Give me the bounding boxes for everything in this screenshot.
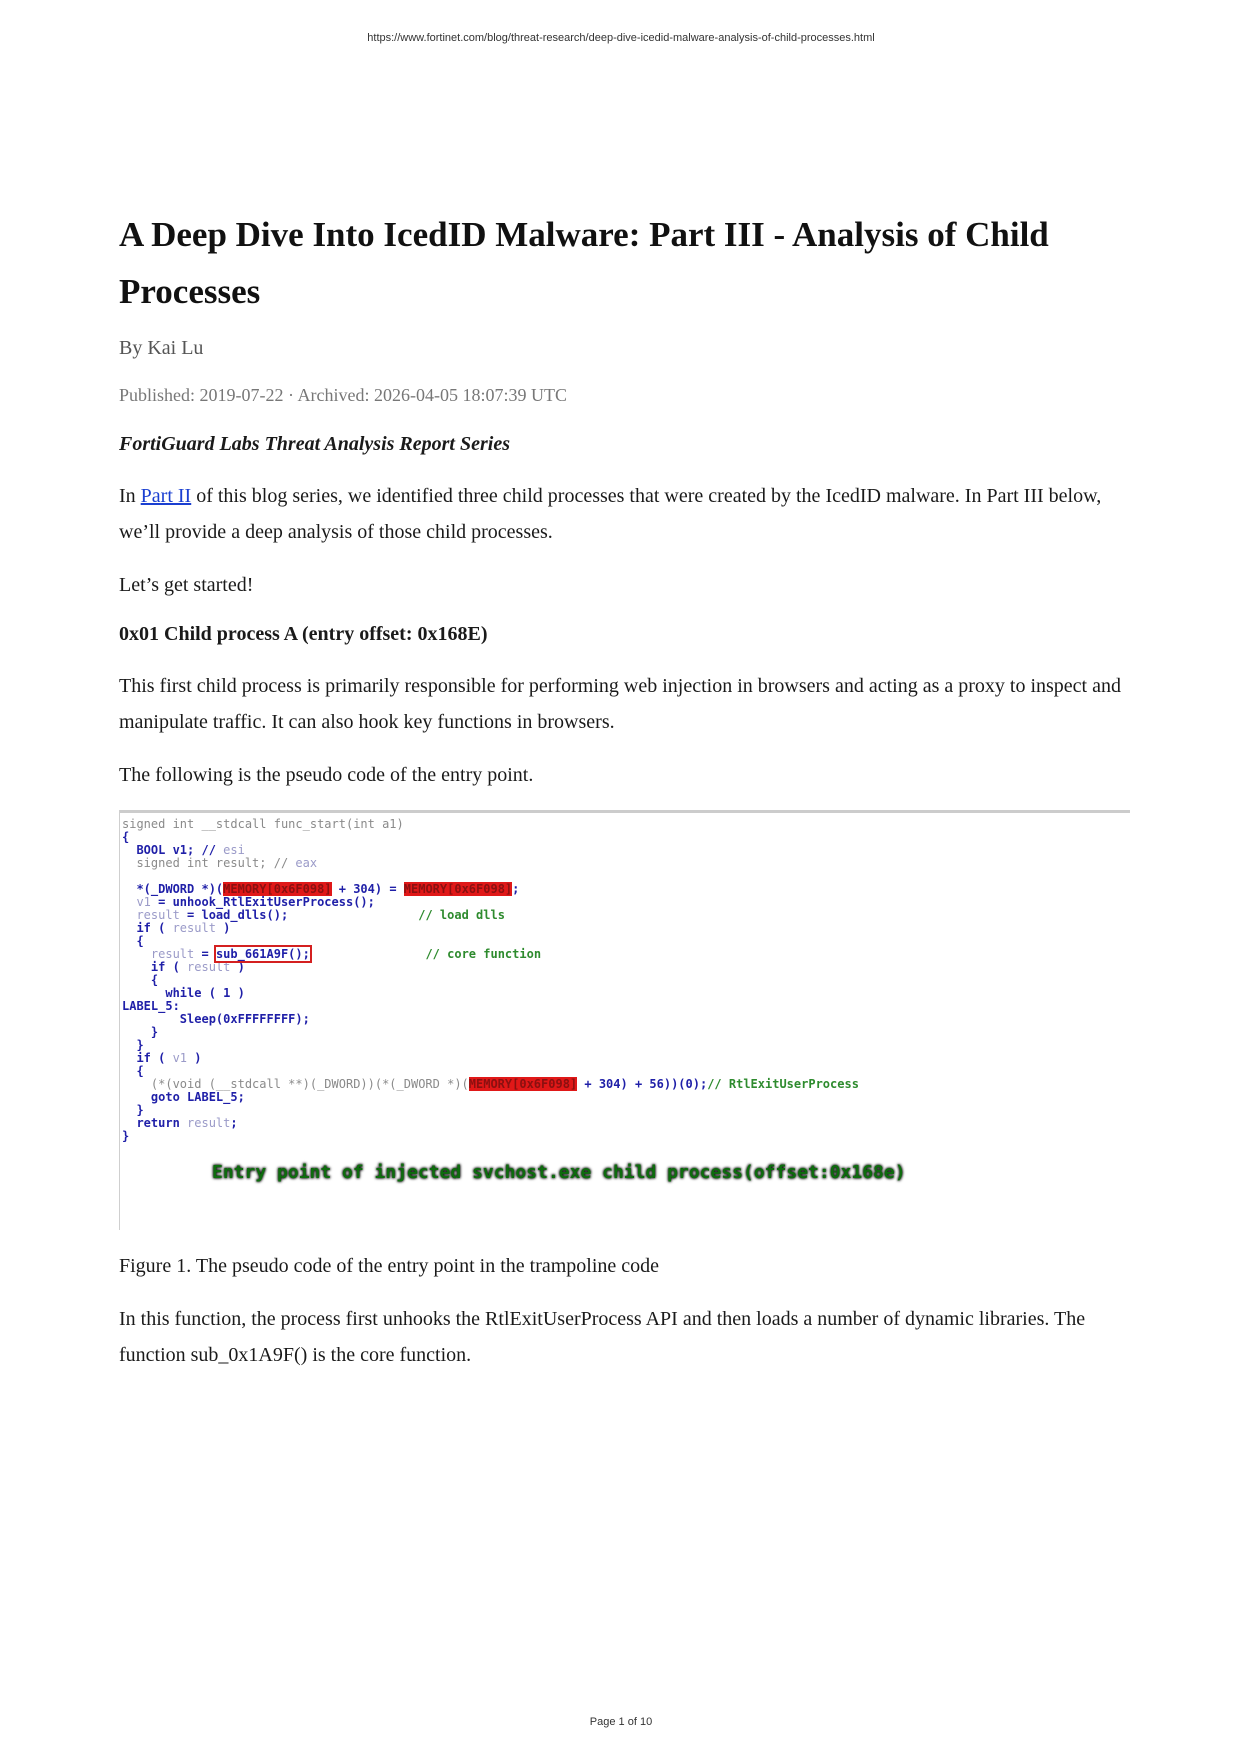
code-token: result [187, 1116, 231, 1130]
code-token: + 304) + 56))(0); [577, 1077, 708, 1091]
code-line: } [122, 1129, 130, 1143]
code-token: result [172, 921, 216, 935]
code-comment: // core function [425, 947, 542, 961]
paragraph-pseudocode-intro: The following is the pseudo code of the entry point. [119, 764, 534, 786]
code-token: + 304) = [331, 882, 404, 896]
pseudocode-figure [119, 810, 1129, 1230]
code-line: *(_DWORD *)( [122, 882, 224, 896]
code-token: eax [295, 856, 318, 870]
code-line: { [122, 934, 144, 948]
paragraph-started: Let’s get started! [119, 574, 254, 596]
code-token: ) [187, 1051, 202, 1065]
code-line: signed int __stdcall func_start(int a1) [122, 817, 404, 831]
code-token: v1 [122, 895, 151, 909]
paragraph-child-a: This first child process is primarily responsible for performing web injection in browsers and acting as a proxy to inspect and manipulate traffic. It can also hook key functions in browsers. [119, 675, 1121, 733]
code-line: { [122, 973, 159, 987]
code-line: if ( [122, 960, 188, 974]
highlight-memory: MEMORY[0x6F098] [403, 882, 513, 896]
publish-meta: Published: 2019-07-22 · Archived: 2026-04-05 18:07:39 UTC [119, 385, 567, 405]
code-token: ) [230, 960, 245, 974]
figure-caption: Figure 1. The pseudo code of the entry point in the trampoline code [119, 1255, 660, 1277]
code-line: { [122, 1064, 144, 1078]
paragraph-core-function: In this function, the process first unhooks the RtlExitUserProcess API and then loads a number of dynamic libraries. The function sub_0x1A9F() is the core function. [119, 1308, 1086, 1366]
boxed-core-call: sub_661A9F(); [215, 947, 310, 961]
code-line: } [122, 1038, 144, 1052]
section-heading-child-a: 0x01 Child process A (entry offset: 0x168E) [119, 623, 488, 645]
code-line: signed int result; // [122, 856, 296, 870]
code-line: return [122, 1116, 188, 1130]
code-token: v1 [172, 1051, 188, 1065]
page-url: https://www.fortinet.com/blog/threat-research/deep-dive-icedid-malware-analysis-of-child-processes.html [367, 32, 875, 44]
code-line: = unhook_RtlExitUserProcess(); [150, 895, 375, 909]
code-comment: // load dlls [418, 908, 505, 922]
article [119, 206, 1129, 1390]
series-title: FortiGuard Labs Threat Analysis Report Series [119, 433, 510, 455]
code-token: result [122, 908, 180, 922]
intro-before-link: In [119, 485, 141, 507]
figure-top-border [120, 810, 1130, 813]
intro-after-link: of this blog series, we identified three child processes that were created by the IcedID malware. In Part III below, we’ll provide a deep analysis of those child processes. [119, 485, 1102, 543]
code-line: = load_dlls(); [179, 908, 289, 922]
highlight-memory: MEMORY[0x6F098] [223, 882, 332, 896]
code-token: ) [215, 921, 231, 935]
intro-paragraph [119, 478, 1129, 550]
code-comment: // RtlExitUserProcess [707, 1077, 859, 1091]
code-line: } [122, 1025, 159, 1039]
part-ii-link[interactable]: Part II [140, 485, 192, 507]
code-line: while ( 1 ) [122, 986, 245, 1000]
code-token: ; [230, 1116, 238, 1130]
figure-overlay-caption: Entry point of injected svchost.exe child process(offset:0x168e) [212, 1162, 906, 1183]
code-token: ; [512, 882, 520, 896]
pseudocode-block [122, 818, 859, 1143]
code-token: result [187, 960, 231, 974]
code-line: BOOL v1; // [122, 843, 224, 857]
highlight-memory: MEMORY[0x6F098] [468, 1077, 578, 1091]
article-title: A Deep Dive Into IcedID Malware: Part III - Analysis of Child Processes [119, 215, 1049, 311]
code-line: if ( [122, 1051, 173, 1065]
code-line: Sleep(0xFFFFFFFF); [122, 1012, 310, 1026]
code-line: LABEL_5: [122, 999, 180, 1013]
byline: By Kai Lu [119, 337, 204, 359]
code-line: } [122, 1103, 144, 1117]
code-line: goto LABEL_5; [122, 1090, 245, 1104]
code-line: (*(void (__stdcall **)(_DWORD))(*(_DWORD *)( [122, 1077, 469, 1091]
page-number: Page 1 of 10 [589, 1716, 653, 1728]
code-token: esi [223, 843, 245, 857]
code-token: = [194, 947, 216, 961]
code-line: if ( [122, 921, 173, 935]
code-line: { [122, 830, 130, 844]
code-token: result [122, 947, 195, 961]
